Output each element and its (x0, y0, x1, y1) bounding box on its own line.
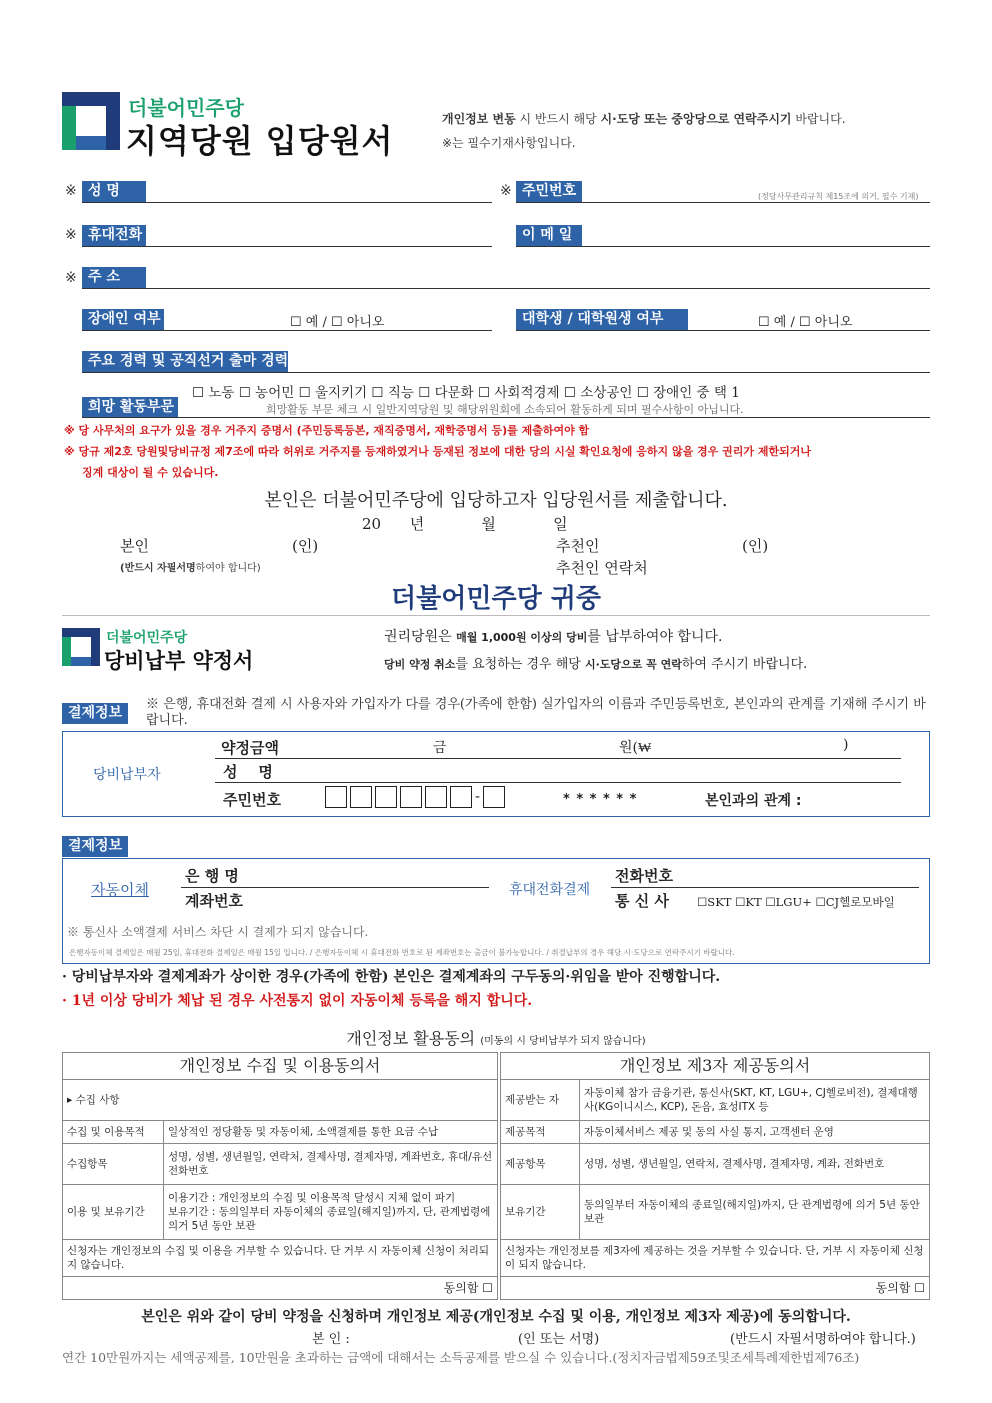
sign-note (120, 559, 261, 574)
activity-note: 희망활동 부문 체크 시 일반지역당원 및 해당위원회에 소속되어 활동하게 되며 필수사항이 아닙니다. (266, 403, 744, 416)
dues-note2-c: 시·도당으로 꼭 연락 (584, 658, 682, 671)
recommender-label: 추천인 (556, 537, 600, 555)
phone-field[interactable] (82, 246, 492, 247)
rrn-note: (정당사무관리규칙 제15조에 의거, 필수 기재) (758, 192, 919, 201)
rule-2: · 1년 이상 당비가 체납 된 경우 사전통지 없이 자동이체 등록을 해지 합니다. (62, 993, 533, 1009)
dues-party-name: 더불어민주당 (106, 630, 188, 646)
activity-line (82, 417, 930, 418)
carrier-options[interactable]: ☐SKT ☐KT ☐LGU+ ☐CJ헬로모바일 (697, 895, 895, 909)
retention-value: 동의일부터 자동이체의 종료일(해지일)까지, 단 관계법령에 의거 5년 동안 보관 (580, 1185, 930, 1240)
left-head: 개인정보 수집 및 이용동의서 (63, 1053, 498, 1080)
final-consent: 본인은 위와 같이 당비 약정을 신청하며 개인정보 제공(개인정보 수집 및 이용, 개인정보 제3자 제공)에 동의합니다. (141, 1309, 851, 1325)
period-label: 이용 및 보유기간 (63, 1185, 164, 1240)
rrn-boxes[interactable] (325, 786, 508, 808)
notice-end: 바랍니다. (791, 112, 846, 126)
left-agree[interactable]: 동의함 ☐ (63, 1277, 498, 1300)
right-head: 개인정보 제3자 제공동의서 (501, 1053, 930, 1080)
rrn-digit-box[interactable] (483, 786, 505, 808)
rrn-digit-box[interactable] (350, 786, 372, 808)
date-note: 은행자동이체 결제일은 매월 25일, 휴대전화 결제일은 매월 15일 입니다. / 은행자동이체 시 휴대전화 번호로 된 계좌번호는 출금이 불가능합니다. / 취결납부의 경우 해당 시·도당으로 연락주시기 바랍니다. (69, 948, 735, 957)
auto-transfer-label[interactable]: 자동이체 (91, 881, 149, 899)
payer-label: 당비납부자 (93, 767, 161, 783)
sign-note-rest: 하여야 합니다) (195, 563, 261, 574)
items-label: 수집항목 (63, 1144, 164, 1185)
sign-type[interactable]: (인 또는 서명) (518, 1332, 600, 1347)
payer-rrn-label: 주민번호 (223, 791, 281, 809)
declaration-statement: 본인은 더불어민주당에 입당하고자 입당원서를 제출합니다. (264, 490, 728, 511)
rule-1: · 당비납부자와 결제계좌가 상이한 경우(가족에 한함) 본인은 결제계좌의 구두동의·위임을 받아 진행합니다. (62, 969, 721, 985)
dues-note1-a: 권리당원은 (384, 629, 457, 645)
activity-options[interactable]: ☐ 노동 ☐ 농어민 ☐ 울지키기 ☐ 직능 ☐ 다문화 ☐ 사회적경제 ☐ 소상공인 ☐ 장애인 중 택 1 (192, 385, 740, 401)
notice-mid: 시 반드시 해당 (515, 112, 601, 126)
block-note: ※ 통신사 소액결제 서비스 차단 시 결제가 되지 않습니다. (67, 925, 369, 939)
required-mark: ※ (65, 227, 77, 243)
payment-method-box (62, 858, 930, 964)
relation-label: 본인과의 관계 : (705, 793, 802, 809)
required-mark: ※ (65, 270, 77, 286)
collection-consent (62, 1052, 498, 1300)
provide-items-value: 성명, 성별, 생년월일, 연락처, 결제사명, 결제자명, 계좌, 전화번호 (580, 1144, 930, 1185)
provide-items-label: 제공항목 (501, 1144, 580, 1185)
sign-note-bold: (반드시 자필서명 (120, 563, 196, 574)
party-logo-icon (62, 92, 120, 150)
rrn-digit-box[interactable] (375, 786, 397, 808)
collect-items: ▸ 수집 사항 (63, 1080, 498, 1121)
purpose-value: 일상적인 정당활동 및 자동이체, 소액결제를 통한 요금 수납 (164, 1121, 498, 1144)
dues-note-2 (384, 653, 807, 672)
self-label: 본인 (120, 537, 149, 555)
address-field[interactable] (82, 288, 930, 289)
rrn-digit-box[interactable] (325, 786, 347, 808)
payer-box (62, 731, 930, 817)
payer-name-label: 성 명 (223, 763, 273, 781)
recommender-seal[interactable]: (인) (742, 537, 769, 555)
rrn-digit-box[interactable] (450, 786, 472, 808)
consent-title (0, 1026, 992, 1049)
account-label: 계좌번호 (185, 892, 243, 910)
warning-3: 징계 대상이 될 수 있습니다. (82, 466, 219, 479)
dues-note2-a: 당비 약정 취소 (384, 658, 456, 671)
period-value-2: 보유기간 : 동의일부터 자동이체의 종료일(해지일)까지, 단, 관계법령에 의거 5년 동안 보관 (168, 1206, 491, 1232)
amount-label: 약정금액 (221, 739, 279, 757)
name-field[interactable] (82, 202, 492, 203)
header-notice (442, 110, 846, 127)
consent-title-text: 개인정보 활용동의 (346, 1029, 476, 1048)
party-logo-small (62, 628, 100, 666)
addressee: 더불어민주당 귀중 (391, 584, 601, 614)
self-seal[interactable]: (인) (292, 537, 319, 555)
rrn-digit-box[interactable] (425, 786, 447, 808)
payment-note: ※ 은행, 휴대전화 결제 시 사용자와 가입자가 다를 경우(가족에 한함) 실가입자의 이름과 주민등록번호, 본인과의 관계를 기재해 주시기 바랍니다. (146, 697, 926, 728)
payment-info-label-2: 결제정보 (62, 836, 128, 857)
student-options[interactable]: ☐ 예 / ☐ 아니오 (758, 315, 853, 330)
bank-label: 은 행 명 (185, 867, 239, 885)
party-logo (62, 92, 120, 150)
phone-number-field[interactable] (611, 887, 919, 888)
address-label: 주 소 (82, 267, 146, 288)
period-value-1: 이용기간 : 개인정보의 수집 및 이용목적 달성시 지체 없이 파기 (168, 1192, 456, 1204)
career-field[interactable] (82, 372, 930, 373)
items-value: 성명, 성별, 생년월일, 연락처, 결제사명, 결제자명, 계좌번호, 휴대/유선전화번호 (164, 1144, 498, 1185)
recipient-label: 제공받는 자 (501, 1080, 580, 1121)
signer-label: 본 인 : (312, 1332, 350, 1347)
required-note: ※는 필수기재사항입니다. (442, 136, 576, 150)
disability-label: 장애인 여부 (82, 309, 164, 330)
warning-2: ※ 당규 제2호 당원및당비규정 제7조에 따라 허위로 거주지를 등재하였거나 등재된 정보에 대한 당의 시실 확인요청에 응하지 않을 경우 권리가 제한되거나 (64, 445, 811, 458)
tax-note: 연간 10만원까지는 세액공제를, 10만원을 초과하는 금액에 대해서는 소득공제를 받으실 수 있습니다.(정치자금법제59조및조세특례제한법제76조) (62, 1350, 860, 1365)
sign-must: (반드시 자필서명하여야 합니다.) (730, 1332, 916, 1347)
dues-note1-b: 매월 1,000원 이상의 당비 (456, 631, 588, 644)
payer-name-field[interactable] (215, 782, 901, 783)
required-mark: ※ (500, 183, 512, 199)
section-divider (62, 615, 930, 616)
form-title: 지역당원 입당원서 (126, 122, 394, 160)
warning-1: ※ 당 사무처의 요구가 있을 경우 거주지 증명서 (주민등록등본, 재직증명서, 재학증명서 등)를 제출하여야 함 (64, 424, 590, 437)
dues-title: 당비납부 약정서 (104, 649, 254, 673)
rrn-mask: * * * * * * (563, 792, 638, 807)
dues-note2-b: 를 요청하는 경우 해당 (455, 657, 585, 672)
career-label: 주요 경력 및 공직선거 출마 경력 (82, 351, 288, 372)
phone-number-label: 전화번호 (615, 867, 673, 885)
disability-options[interactable]: ☐ 예 / ☐ 아니오 (290, 315, 385, 330)
purpose-label: 수집 및 이용목적 (63, 1121, 164, 1144)
payment-info-label: 결제정보 (62, 703, 128, 724)
rrn-label: 주민번호 (516, 181, 582, 202)
left-refuse: 신청자는 개인정보의 수집 및 이용을 거부할 수 있습니다. 단 거부 시 자동이체 신청이 처리되지 않습니다. (63, 1240, 498, 1277)
retention-label: 보유기간 (501, 1185, 580, 1240)
bank-field[interactable] (181, 887, 489, 888)
name-label: 성 명 (82, 181, 146, 202)
provide-purpose-label: 제공목적 (501, 1121, 580, 1144)
consent-title-note: (미동의 시 당비납부가 되지 않습니다) (480, 1036, 646, 1047)
dues-note2-d: 하여 주시기 바랍니다. (681, 657, 808, 672)
recommender-contact: 추천인 연락처 (556, 559, 648, 577)
provide-purpose-value: 자동이체서비스 제공 및 동의 사실 통지, 고객센터 운영 (580, 1121, 930, 1144)
email-field[interactable] (516, 246, 930, 247)
required-mark: ※ (65, 183, 77, 199)
recipient-value: 자동이체 참가 금융기관, 통신사(SKT, KT, LGU+, CJ헬로비전), 결제대행사(KG이니시스, KCP), 돈음, 효성ITX 등 (580, 1080, 930, 1121)
right-refuse: 신청자는 개인정보를 제3자에 제공하는 것을 거부할 수 있습니다. 단, 거부 시 자동이체 신청이 되지 않습니다. (501, 1240, 930, 1277)
activity-label: 희망 활동부문 (82, 397, 178, 418)
declaration-date[interactable]: 20 년 월 일 (362, 515, 568, 533)
amount-geum: 금 (433, 740, 447, 756)
rrn-dash: - (475, 789, 481, 805)
notice-bold2: 시·도당 또는 중앙당으로 연락주시기 (600, 112, 792, 126)
dues-note1-c: 를 납부하여야 합니다. (587, 629, 723, 645)
third-party-consent (500, 1052, 930, 1300)
party-name: 더불어민주당 (128, 96, 244, 120)
dues-note-1 (384, 626, 722, 646)
phone-label: 휴대전화 (82, 225, 146, 246)
notice-bold: 개인정보 변동 (442, 112, 516, 126)
amount-close: ) (843, 737, 849, 753)
student-line (516, 330, 930, 331)
amount-field[interactable] (215, 758, 901, 759)
disability-line (82, 330, 492, 331)
right-agree[interactable]: 동의함 ☐ (501, 1277, 930, 1300)
rrn-digit-box[interactable] (400, 786, 422, 808)
amount-won: 원(₩ (619, 740, 652, 756)
mobile-pay-label[interactable]: 휴대전화결제 (509, 882, 591, 898)
party-logo-small-icon (62, 628, 100, 666)
rrn-field[interactable] (516, 202, 930, 203)
student-label: 대학생 / 대학원생 여부 (516, 309, 688, 330)
carrier-label: 통 신 사 (615, 892, 669, 910)
email-label: 이 메 일 (516, 225, 582, 246)
